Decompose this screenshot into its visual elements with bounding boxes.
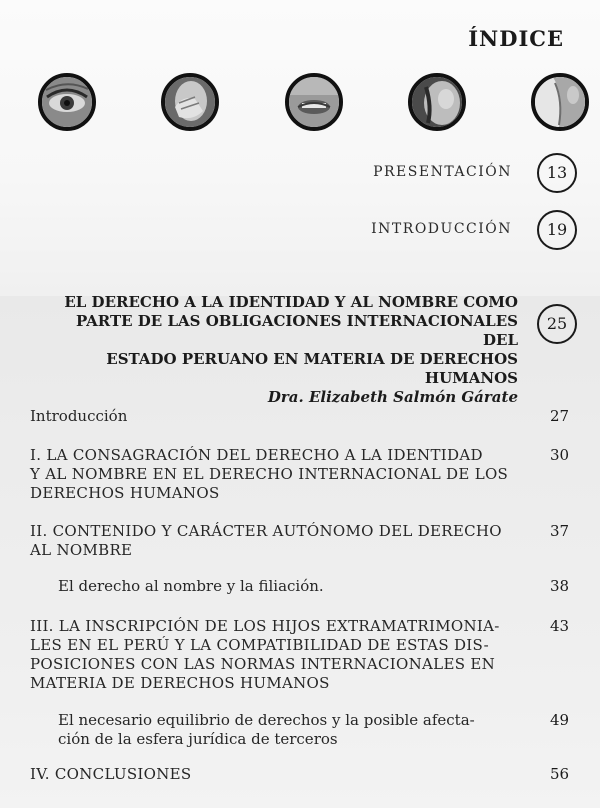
neck-photo <box>531 73 589 131</box>
toc-entry-line: ción de la esfera jurídica de terceros <box>58 730 338 748</box>
toc-entry-page: 38 <box>550 577 570 595</box>
toc-entry-page: 37 <box>550 522 570 540</box>
article-title-line: EL DERECHO A LA IDENTIDAD Y AL NOMBRE COMO <box>64 293 518 311</box>
toc-entry-page: 56 <box>550 765 570 783</box>
toc-entry-line: IV. CONCLUSIONES <box>30 765 192 783</box>
toc-entry-line: I. LA CONSAGRACIÓN DEL DERECHO A LA IDENTIDAD <box>30 446 483 464</box>
toc-entry-page: 27 <box>550 407 570 425</box>
face-photo <box>408 73 466 131</box>
article-heading[interactable] <box>58 293 518 407</box>
introduccion-page: 19 <box>537 210 577 250</box>
toc-entry-line: Y AL NOMBRE EN EL DERECHO INTERNACIONAL DE LOS <box>30 465 509 483</box>
page-title: ÍNDICE <box>468 26 564 51</box>
article-title-line: PARTE DE LAS OBLIGACIONES INTERNACIONALES DEL <box>75 312 518 349</box>
toc-entry-line: POSICIONES CON LAS NORMAS INTERNACIONALES EN <box>30 655 496 673</box>
article-page: 25 <box>537 304 577 344</box>
article-author: Dra. Elizabeth Salmón Gárate <box>267 388 518 406</box>
toc-entry-page: 43 <box>550 617 570 635</box>
toc-entry-line: III. LA INSCRIPCIÓN DE LOS HIJOS EXTRAMATRIMONIA- <box>30 617 500 635</box>
toc-entry-line: II. CONTENIDO Y CARÁCTER AUTÓNOMO DEL DERECHO <box>30 522 502 540</box>
toc-entry-line: Introducción <box>30 407 128 425</box>
presentacion-page: 13 <box>537 153 577 193</box>
toc-entry-line: El derecho al nombre y la filiación. <box>58 577 324 595</box>
eye-photo <box>38 73 96 131</box>
toc-entry-page: 49 <box>550 711 570 729</box>
hand-photo <box>161 73 219 131</box>
presentacion-label[interactable]: PRESENTACIÓN <box>373 164 512 180</box>
toc-entry-line: MATERIA DE DERECHOS HUMANOS <box>30 674 330 692</box>
toc-entry-line: El necesario equilibrio de derechos y la posible afecta- <box>58 711 475 729</box>
article-title-line: ESTADO PERUANO EN MATERIA DE DERECHOS HUMANOS <box>106 350 518 387</box>
toc-entry-line: LES EN EL PERÚ Y LA COMPATIBILIDAD DE ESTAS DIS- <box>30 636 490 654</box>
mouth-photo <box>285 73 343 131</box>
toc-entry-line: DERECHOS HUMANOS <box>30 484 220 502</box>
toc-entry-line: AL NOMBRE <box>30 541 133 559</box>
introduccion-label[interactable]: INTRODUCCIÓN <box>371 221 512 237</box>
toc-entry-page: 30 <box>550 446 570 464</box>
